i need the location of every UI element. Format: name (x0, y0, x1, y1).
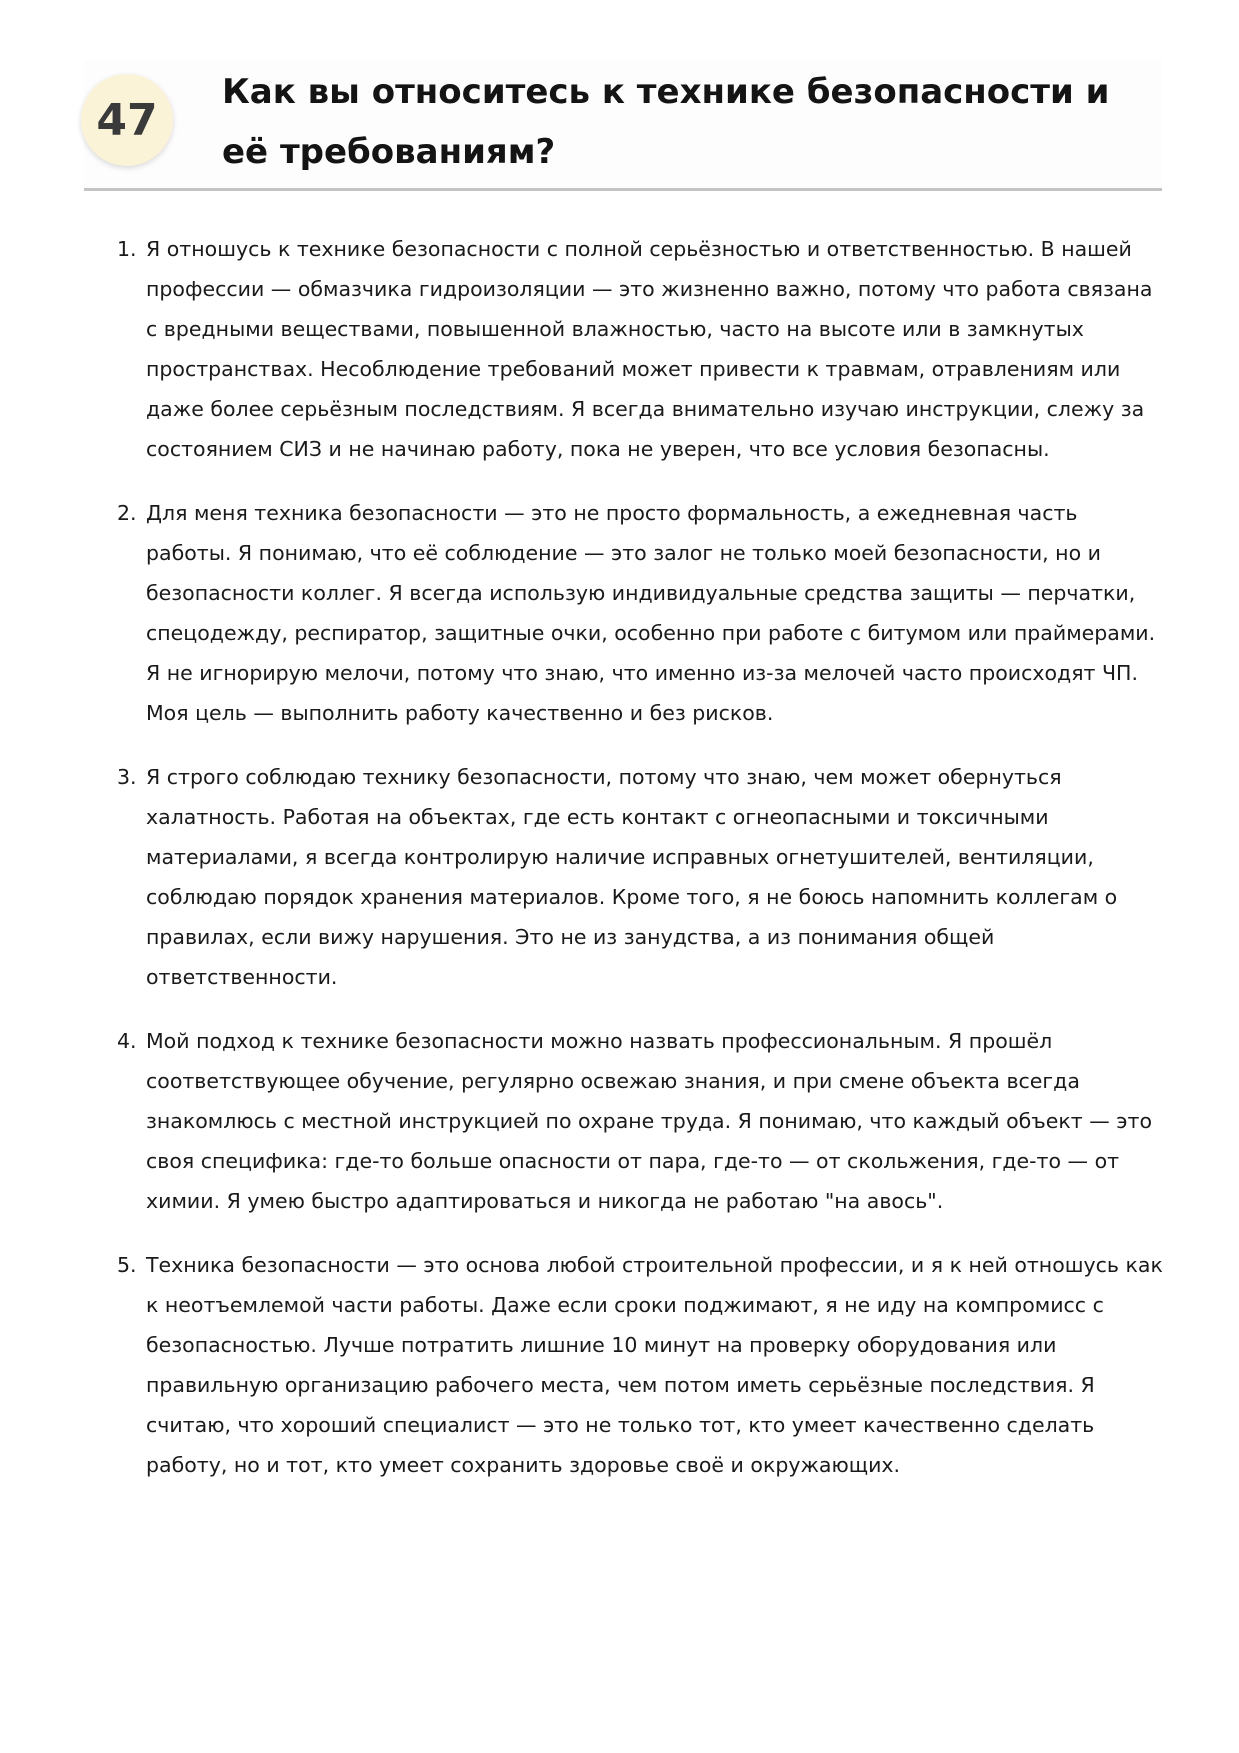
answer-text: Техника безопасности — это основа любой строительной профессии, и я к ней отношусь как к неотъемлемой части работы. Даже если сроки поджимают, я не иду на компромисс с безопасностью. Лучше потратить лишние 10 минут на проверку оборудования или правильную организацию рабочего места, чем потом иметь серьёзные последствия. Я считаю, что хороший специалист — это не только тот, кто умеет качественно сделать работу, но и тот, кто умеет сохранить здоровье своё и окружающих. (146, 1253, 1163, 1477)
answer-text: Для меня техника безопасности — это не просто формальность, а ежедневная часть работы. Я понимаю, что её соблюдение — это залог не только моей безопасности, но и безопасности коллег. Я всегда использую индивидуальные средства защиты — перчатки, спецодежду, респиратор, защитные очки, особенно при работе с битумом или праймерами. Я не игнорирую мелочи, потому что знаю, что именно из-за мелочей часто происходят ЧП. Моя цель — выполнить работу качественно и без рисков. (146, 501, 1156, 725)
answer-text: Мой подход к технике безопасности можно назвать профессиональным. Я прошёл соответствующее обучение, регулярно освежаю знания, и при смене объекта всегда знакомлюсь с местной инструкцией по охране труда. Я понимаю, что каждый объект — это своя специфика: где-то больше опасности от пара, где-то — от скольжения, где-то — от химии. Я умею быстро адаптироваться и никогда не работаю "на авось". (146, 1029, 1152, 1213)
answer-number: 5. (117, 1253, 137, 1277)
answer-item (115, 229, 1165, 469)
answer-number: 1. (117, 237, 137, 261)
answer-item (115, 757, 1165, 997)
answer-number: 2. (117, 501, 137, 525)
answer-text: Я строго соблюдаю технику безопасности, потому что знаю, чем может обернуться халатность. Работая на объектах, где есть контакт с огнеопасными и токсичными материалами, я всегда контролирую наличие исправных огнетушителей, вентиляции, соблюдаю порядок хранения материалов. Кроме того, я не боюсь напомнить коллегам о правилах, если вижу нарушения. Это не из занудства, а из понимания общей ответственности. (146, 765, 1118, 989)
answer-number: 4. (117, 1029, 137, 1053)
answer-number: 3. (117, 765, 137, 789)
answer-item (115, 493, 1165, 733)
question-title: Как вы относитесь к технике безопасности и её требованиям? (222, 72, 1110, 172)
answer-item (115, 1021, 1165, 1221)
answer-item (115, 1245, 1165, 1485)
question-number-badge: 47 (81, 74, 173, 166)
answer-list (115, 229, 1165, 1509)
answer-text: Я отношусь к технике безопасности с полной серьёзностью и ответственностью. В нашей профессии — обмазчика гидроизоляции — это жизненно важно, потому что работа связана с вредными веществами, повышенной влажностью, часто на высоте или в замкнутых пространствах. Несоблюдение требований может привести к травмам, отравлениям или даже более серьёзным последствиям. Я всегда внимательно изучаю инструкции, слежу за состоянием СИЗ и не начинаю работу, пока не уверен, что все условия безопасны. (146, 237, 1153, 461)
